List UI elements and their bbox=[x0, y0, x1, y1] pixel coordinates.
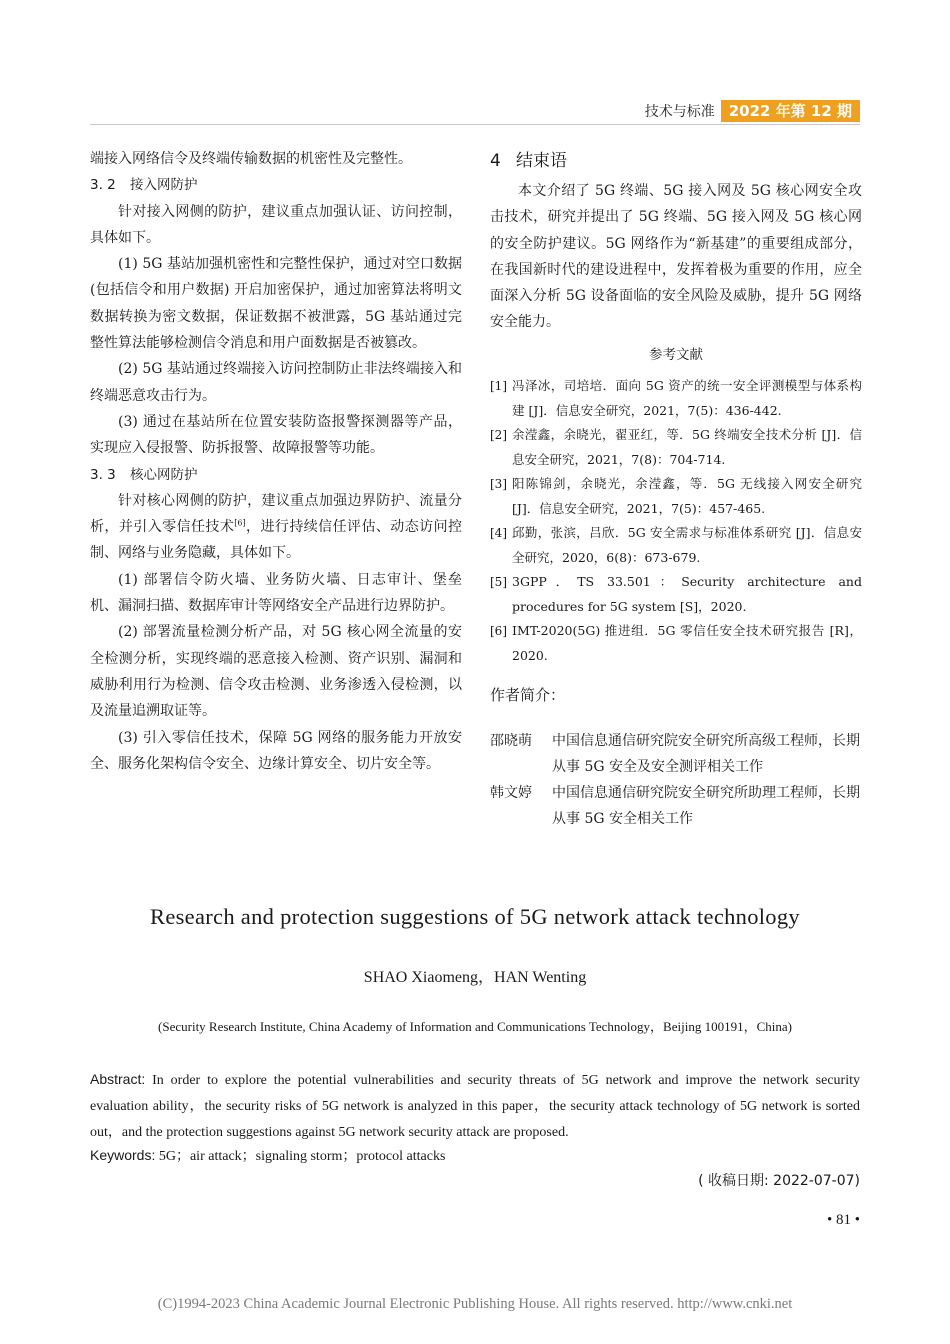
paragraph bbox=[90, 488, 462, 567]
section-title: 结束语 bbox=[516, 151, 567, 171]
section-heading-3-3 bbox=[90, 462, 462, 488]
issue-badge: 2022 年第 12 期 bbox=[721, 100, 860, 122]
section-title: 核心网防护 bbox=[130, 466, 198, 483]
keywords-label: Keywords: bbox=[90, 1147, 156, 1163]
paragraph-text: ，进行持续信任评估、动态访问控制、网络与业务隐藏，具体如下。 bbox=[90, 519, 463, 562]
reference-index: [2] bbox=[490, 428, 507, 443]
author-description: 中国信息通信研究院安全研究所高级工程师，长期从事 5G 安全及安全测评相关工作 bbox=[552, 733, 860, 776]
citation-ref[interactable]: [6] bbox=[234, 518, 246, 528]
reference-text: 邱勤，张滨，吕欣．5G 安全需求与标准体系研究 [J]．信息安全研究，2020，6(8)：673-679. bbox=[512, 525, 862, 565]
section-number: 4 bbox=[490, 151, 501, 171]
english-keywords bbox=[90, 1142, 860, 1170]
right-column bbox=[490, 146, 862, 832]
reference-index: [3] bbox=[490, 477, 507, 492]
journal-section: 技术与标准 bbox=[644, 104, 715, 120]
copyright-notice: (C)1994-2023 China Academic Journal Electronic Publishing House. All rights reserved. http://www.cnki.net bbox=[157, 1296, 793, 1312]
english-abstract bbox=[90, 1066, 860, 1146]
reference-text: 余滢鑫，余晓光，翟亚红，等．5G 终端安全技术分析 [J]．信息安全研究，2021，7(8)：704-714. bbox=[512, 427, 862, 467]
author-bio bbox=[490, 780, 862, 832]
reference-index: [4] bbox=[490, 526, 507, 541]
section-heading-4 bbox=[490, 148, 862, 174]
english-authors: SHAO Xiaomeng，HAN Wenting bbox=[363, 969, 587, 986]
running-header bbox=[645, 100, 860, 122]
reference-item bbox=[490, 570, 862, 619]
received-date: ( 收稿日期: 2022-07-07) bbox=[698, 1173, 860, 1189]
author-name: 韩文婷 bbox=[490, 785, 532, 802]
keywords-text: 5G；air attack；signaling storm；protocol attacks bbox=[158, 1149, 446, 1164]
page-number: • 81 • bbox=[826, 1212, 860, 1228]
english-title: Research and protection suggestions of 5G network attack technology bbox=[150, 904, 800, 929]
abstract-text: In order to explore the potential vulnerabilities and security threats of 5G network and improve the network security evaluation ability，the security risks of 5G network is analyzed in this paper，the security attack technology of 5G network is sorted out，and the protection suggestions against 5G network security attack are proposed. bbox=[90, 1073, 861, 1140]
reference-item bbox=[490, 472, 862, 521]
paragraph-text: 针对核心网侧的防护，建议重点加强边界防护、流量分析，并引入零信任技术 bbox=[90, 492, 462, 536]
reference-index: [1] bbox=[490, 379, 507, 394]
section-heading-3-2 bbox=[90, 172, 462, 198]
paragraph: (2) 部署流量检测分析产品，对 5G 核心网全流量的安全检测分析，实现终端的恶意接入检测、资产识别、漏洞和威胁利用行为检测、信令攻击检测、业务渗透入侵检测，以及流量追溯取证等。 bbox=[90, 624, 462, 720]
paragraph: (1) 5G 基站加强机密性和完整性保护，通过对空口数据(包括信令和用户数据) 开启加密保护，通过加密算法将明文数据转换为密文数据，保证数据不被泄露，5G 基站通过完整性算法能够检测信令消息和用户面数据是否被篡改。 bbox=[90, 256, 462, 352]
paragraph: (2) 5G 基站通过终端接入访问控制防止非法终端接入和终端恶意攻击行为。 bbox=[90, 361, 462, 404]
section-title: 接入网防护 bbox=[130, 177, 198, 194]
paragraph: 本文介绍了 5G 终端、5G 接入网及 5G 核心网安全攻击技术，研究并提出了 5G 终端、5G 接入网及 5G 核心网的安全防护建议。5G 网络作为“新基建”的重要组成部分，在我国新时代的建设进程中，发挥着极为重要的作用，应全面深入分析 5G 设备面临的安全风险及威胁，提升 5G 网络安全能力。 bbox=[490, 183, 862, 331]
reference-text: 冯泽冰，司培培．面向 5G 资产的统一安全评测模型与体系构建 [J]．信息安全研究，2021，7(5)：436-442. bbox=[512, 378, 862, 418]
paragraph: (3) 通过在基站所在位置安装防盗报警探测器等产品，实现应入侵报警、防拆报警、故障报警等功能。 bbox=[90, 413, 462, 457]
author-bio bbox=[490, 728, 862, 780]
author-name: 邵晓萌 bbox=[490, 733, 532, 750]
reference-text: 阳陈锦剑，余晓光，余滢鑫，等．5G 无线接入网安全研究 [J]．信息安全研究，2021，7(5)：457-465. bbox=[512, 476, 862, 516]
reference-item bbox=[490, 374, 862, 423]
left-column bbox=[90, 146, 462, 777]
references-title: 参考文献 bbox=[649, 346, 703, 363]
header-divider bbox=[90, 124, 860, 125]
section-number: 3. 3 bbox=[90, 466, 116, 483]
author-description: 中国信息通信研究院安全研究所助理工程师，长期从事 5G 安全相关工作 bbox=[552, 785, 860, 828]
reference-item bbox=[490, 521, 862, 570]
reference-index: [6] bbox=[490, 624, 507, 639]
reference-index: [5] bbox=[490, 575, 507, 590]
paragraph: (1) 部署信令防火墙、业务防火墙、日志审计、堡垒机、漏洞扫描、数据库审计等网络安全产品进行边界防护。 bbox=[90, 571, 462, 615]
reference-item bbox=[490, 423, 862, 472]
section-number: 3. 2 bbox=[90, 177, 116, 194]
english-affiliation: (Security Research Institute, China Academy of Information and Communications Technology，Beijing 100191，China) bbox=[158, 1019, 792, 1034]
author-bio-title: 作者简介： bbox=[490, 686, 566, 705]
abstract-label: Abstract: bbox=[90, 1071, 146, 1087]
paragraph: 针对接入网侧的防护，建议重点加强认证、访问控制，具体如下。 bbox=[90, 203, 462, 246]
reference-text: IMT-2020(5G) 推进组．5G 零信任安全技术研究报告 [R]，2020. bbox=[512, 623, 862, 663]
paragraph: (3) 引入零信任技术，保障 5G 网络的服务能力开放安全、服务化架构信令安全、边缘计算安全、切片安全等。 bbox=[90, 729, 462, 772]
paragraph: 端接入网络信令及终端传输数据的机密性及完整性。 bbox=[90, 151, 412, 167]
reference-item bbox=[490, 619, 862, 668]
reference-text: 3GPP．TS 33.501：Security architecture and procedures for 5G system [S]，2020. bbox=[512, 574, 862, 614]
reference-list bbox=[490, 374, 862, 668]
